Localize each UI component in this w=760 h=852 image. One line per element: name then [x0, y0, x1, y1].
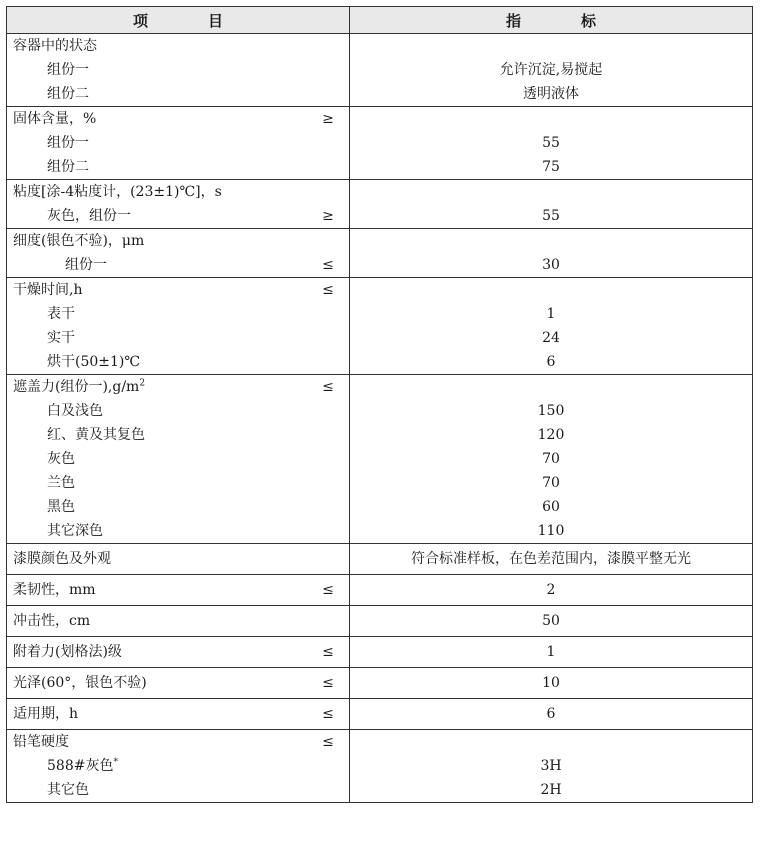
item-label-text: 灰色，组份一 [47, 208, 131, 224]
item-label-text: 组份一 [47, 62, 89, 78]
indicator-cell [350, 375, 753, 544]
item-label [47, 423, 145, 447]
spec-table [6, 6, 753, 803]
item-line [7, 778, 349, 802]
item-label-text: 细度(银色不验)，μm [13, 233, 145, 249]
item-cell [7, 730, 350, 803]
table-row [7, 375, 753, 544]
item-line [7, 399, 349, 423]
item-label-text: 组份一 [65, 257, 107, 273]
table-row [7, 278, 753, 375]
item-cell [7, 229, 350, 278]
item-label-superscript: * [113, 757, 118, 768]
item-label [47, 326, 75, 350]
item-line [7, 229, 349, 253]
indicator-cell [350, 229, 753, 278]
table-row [7, 699, 753, 730]
indicator-value [350, 730, 752, 754]
indicator-value: 110 [537, 523, 565, 539]
item-label [47, 131, 89, 155]
indicator-value: 10 [542, 675, 560, 691]
comparison-symbol: ≤ [322, 257, 334, 273]
table-row [7, 107, 753, 180]
item-line [7, 471, 349, 495]
table-row [7, 606, 753, 637]
indicator-cell [350, 544, 753, 575]
indicator-value: 6 [546, 706, 556, 722]
item-line [7, 606, 349, 636]
item-line [7, 637, 349, 667]
comparison-symbol: ≤ [322, 379, 334, 395]
indicator-value: 2 [546, 582, 556, 598]
item-cell [7, 606, 350, 637]
indicator-cell [350, 699, 753, 730]
item-cell [7, 699, 350, 730]
indicator-cell [350, 107, 753, 180]
item-cell [7, 544, 350, 575]
item-line [7, 423, 349, 447]
item-label-text: 适用期，h [13, 706, 79, 722]
indicator-value: 55 [542, 208, 560, 224]
comparison-symbol: ≤ [322, 282, 334, 298]
indicator-cell [350, 606, 753, 637]
item-label-text: 其它深色 [47, 523, 103, 539]
item-label [13, 180, 222, 204]
indicator-value: 75 [542, 159, 560, 175]
item-line [7, 302, 349, 326]
indicator-value: 30 [542, 257, 560, 273]
indicator-value: 150 [537, 403, 565, 419]
item-cell [7, 637, 350, 668]
comparison-symbol: ≤ [322, 734, 334, 750]
item-line [7, 58, 349, 82]
indicator-value [350, 229, 752, 253]
item-cell [7, 668, 350, 699]
item-label [47, 155, 89, 179]
table-row [7, 180, 753, 229]
comparison-symbol: ≥ [322, 208, 334, 224]
item-line [7, 82, 349, 106]
item-line [7, 107, 349, 131]
item-cell [7, 375, 350, 544]
item-line [7, 495, 349, 519]
item-label-text: 容器中的状态 [13, 38, 97, 54]
item-label-text: 兰色 [47, 475, 75, 491]
comparison-symbol: ≤ [322, 582, 334, 598]
item-label-text: 红、黄及其复色 [47, 427, 145, 443]
item-label-text: 固体含量，% [13, 111, 97, 127]
item-line [7, 544, 349, 574]
item-label-text: 冲击性，cm [13, 613, 91, 629]
item-label-text: 遮盖力(组份一),g/m [13, 379, 140, 395]
item-cell [7, 180, 350, 229]
item-label-text: 粘度[涂-4粘度计，(23±1)℃]，s [13, 184, 222, 200]
item-label-text: 漆膜颜色及外观 [13, 551, 111, 567]
indicator-value: 70 [542, 451, 560, 467]
indicator-cell [350, 637, 753, 668]
item-line [7, 754, 349, 778]
indicator-value: 60 [542, 499, 560, 515]
item-label [47, 495, 75, 519]
item-label-text: 烘干(50±1)℃ [47, 354, 141, 370]
item-label-text: 铅笔硬度 [13, 734, 69, 750]
indicator-value: 50 [542, 613, 560, 629]
item-label-text: 干燥时间,h [13, 282, 83, 298]
item-line [7, 730, 349, 754]
item-line [7, 155, 349, 179]
item-line [7, 375, 349, 399]
item-label [13, 668, 147, 698]
item-label [13, 34, 97, 58]
indicator-cell [350, 278, 753, 375]
item-label-text: 588#灰色 [47, 758, 114, 774]
item-label-text: 组份二 [47, 86, 89, 102]
item-label [13, 278, 82, 302]
item-label [13, 544, 111, 574]
indicator-value: 1 [546, 644, 556, 660]
item-label [47, 754, 118, 778]
header-indicator: 指 标 [350, 7, 753, 34]
item-cell [7, 107, 350, 180]
item-label [47, 471, 75, 495]
indicator-value: 55 [542, 135, 560, 151]
item-label-text: 柔韧性，mm [13, 582, 96, 598]
indicator-cell [350, 34, 753, 107]
item-line [7, 34, 349, 58]
item-cell [7, 575, 350, 606]
item-label [13, 575, 96, 605]
indicator-value [350, 180, 752, 204]
indicator-value [350, 34, 752, 58]
item-label [65, 253, 107, 277]
item-label [47, 447, 75, 471]
item-label [47, 519, 103, 543]
item-label [13, 606, 90, 636]
item-line [7, 278, 349, 302]
indicator-value: 1 [546, 306, 556, 322]
item-line [7, 668, 349, 698]
item-label [47, 302, 75, 326]
item-label [47, 82, 89, 106]
indicator-value: 2H [540, 782, 562, 798]
indicator-value: 120 [537, 427, 565, 443]
item-line [7, 350, 349, 374]
comparison-symbol: ≤ [322, 675, 334, 691]
item-label [13, 107, 96, 131]
item-line [7, 575, 349, 605]
table-row [7, 34, 753, 107]
table-row [7, 637, 753, 668]
indicator-cell [350, 730, 753, 803]
item-label-text: 黑色 [47, 499, 75, 515]
comparison-symbol: ≤ [322, 706, 334, 722]
indicator-cell [350, 668, 753, 699]
indicator-cell [350, 575, 753, 606]
comparison-symbol: ≥ [322, 111, 334, 127]
item-label-superscript: 2 [139, 378, 146, 389]
table-row [7, 229, 753, 278]
table-row [7, 544, 753, 575]
item-line [7, 519, 349, 543]
item-label [13, 229, 144, 253]
item-line [7, 699, 349, 729]
item-label [47, 778, 89, 802]
item-label-text: 白及浅色 [47, 403, 103, 419]
header-item: 项 目 [7, 7, 350, 34]
item-label [47, 399, 103, 423]
table-row [7, 730, 753, 803]
indicator-cell [350, 180, 753, 229]
comparison-symbol: ≤ [322, 644, 334, 660]
item-cell [7, 34, 350, 107]
indicator-value [350, 278, 752, 302]
item-label-text: 光泽(60°，银色不验) [13, 675, 147, 691]
indicator-value [350, 375, 752, 399]
indicator-value: 70 [542, 475, 560, 491]
item-label-text: 组份一 [47, 135, 89, 151]
item-label-text: 表干 [47, 306, 75, 322]
table-row [7, 575, 753, 606]
indicator-value: 允许沉淀,易搅起 [499, 62, 603, 78]
table-header-row [7, 7, 753, 34]
item-line [7, 204, 349, 228]
item-line [7, 131, 349, 155]
item-label-text: 附着力(划格法)级 [13, 644, 122, 660]
item-label [47, 350, 140, 374]
item-cell [7, 278, 350, 375]
table-body [7, 34, 753, 803]
item-label [13, 375, 145, 399]
indicator-value [350, 107, 752, 131]
table-row [7, 668, 753, 699]
item-line [7, 447, 349, 471]
item-line [7, 180, 349, 204]
indicator-value: 符合标准样板，在色差范围内，漆膜平整无光 [411, 551, 691, 567]
indicator-value: 透明液体 [523, 86, 579, 102]
item-line [7, 326, 349, 350]
item-label [13, 637, 122, 667]
indicator-value: 3H [540, 758, 562, 774]
item-label [13, 730, 69, 754]
indicator-value: 6 [546, 354, 556, 370]
item-label [13, 699, 78, 729]
indicator-value: 24 [542, 330, 560, 346]
item-label-text: 实干 [47, 330, 75, 346]
item-label-text: 灰色 [47, 451, 75, 467]
item-label-text: 组份二 [47, 159, 89, 175]
item-label [47, 204, 131, 228]
item-label-text: 其它色 [47, 782, 89, 798]
item-label [47, 58, 89, 82]
item-line [7, 253, 349, 277]
